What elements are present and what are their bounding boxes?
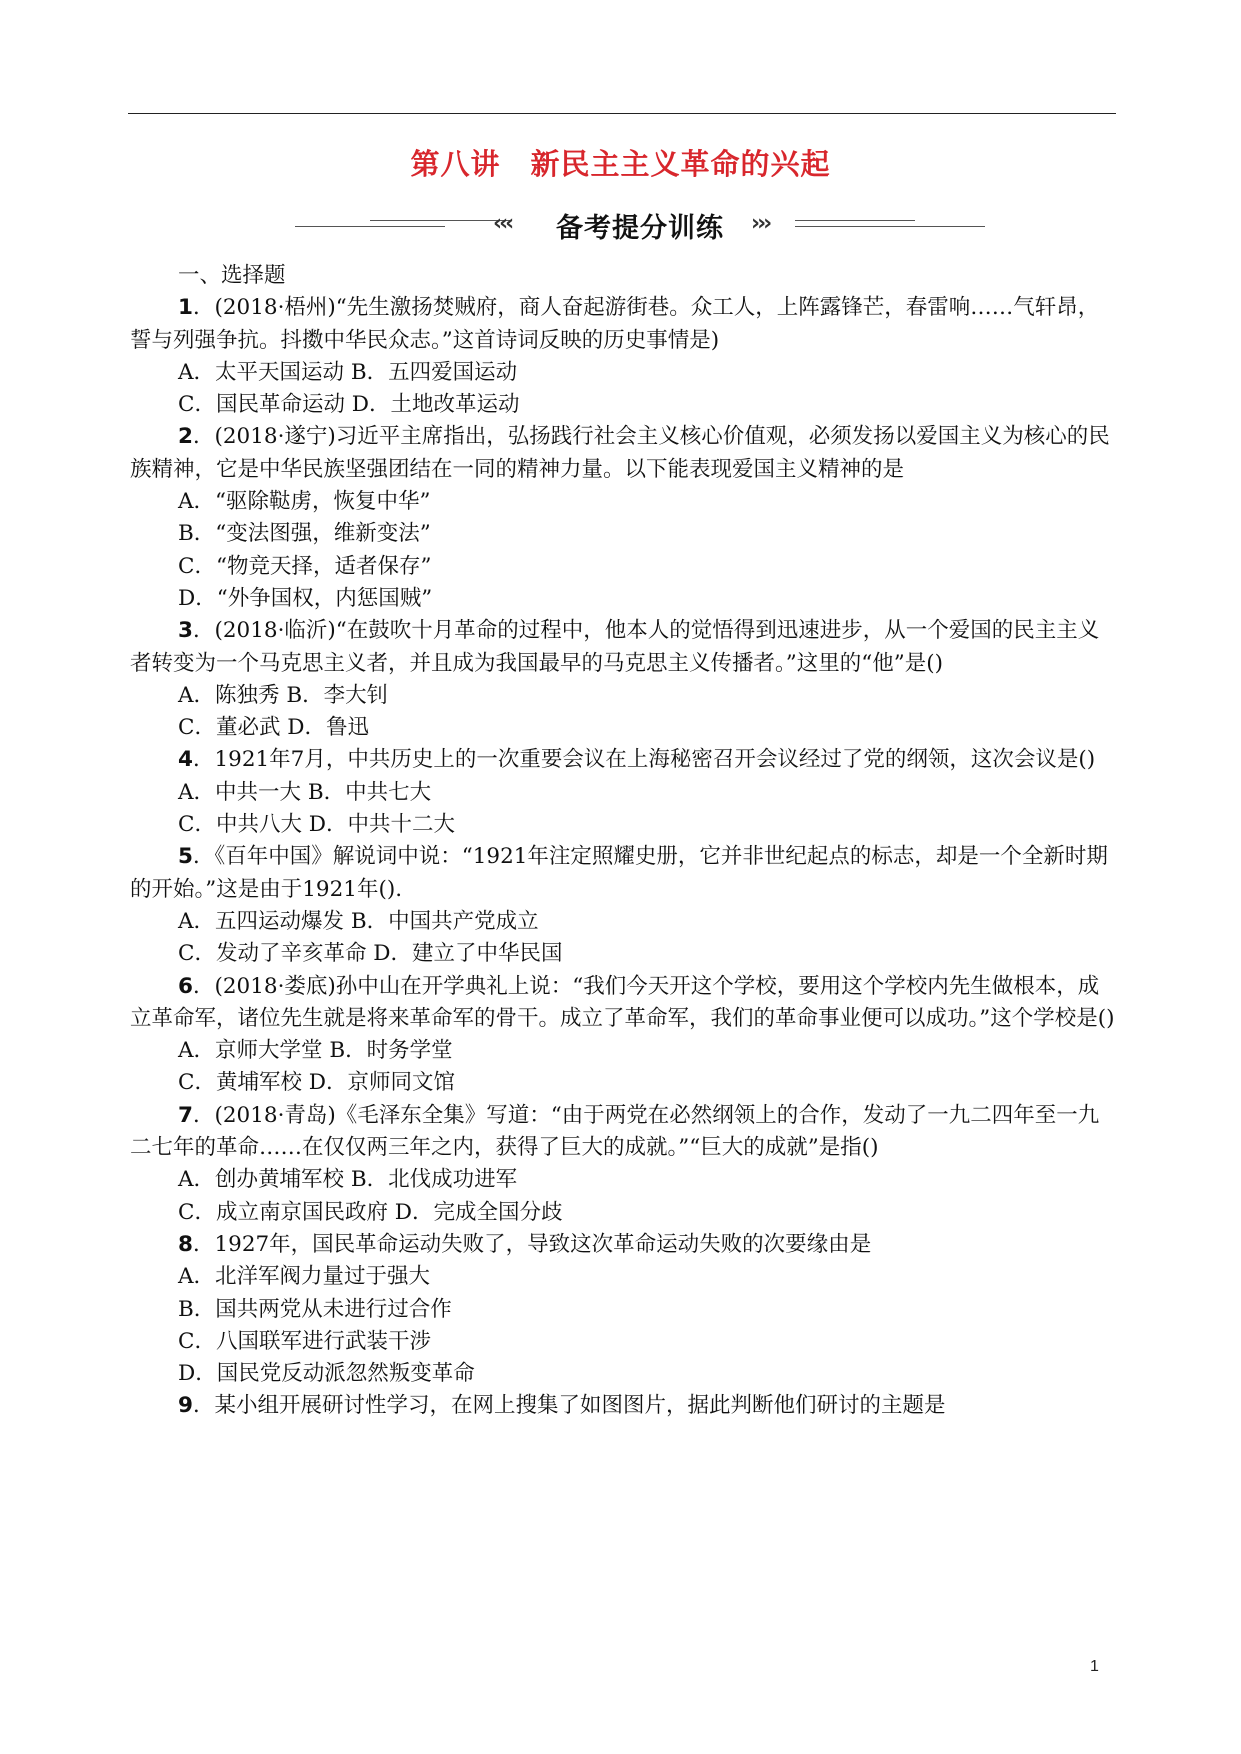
option-line: C．董必武 D．鲁迅 (178, 715, 370, 741)
option-line: B．“变法图强，维新变法” (178, 521, 431, 547)
question-stem: ．1927年，国民革命运动失败了，导致这次革命运动失败的次要缘由是 (192, 1231, 872, 1257)
question-number: 9 (178, 1393, 193, 1419)
option-line: A．北洋军阀力量过于强大 (178, 1264, 431, 1290)
option-line: A．五四运动爆发 B．中国共产党成立 (178, 908, 539, 934)
question-list (130, 260, 1120, 1423)
question-number: 3 (178, 618, 193, 644)
option-line: C．发动了辛亥革命 D．建立了中华民国 (178, 941, 563, 967)
question-number: 8 (178, 1231, 193, 1257)
question-4 (130, 744, 1120, 776)
question-stem: ．(2018·青岛)《毛泽东全集》写道：“由于两党在必然纲领上的合作，发动了一九二四年至一九二七年的革命……在仅仅两三年之内，获得了巨大的成就。”“巨大的成就”是指() (130, 1102, 1100, 1161)
question-8 (130, 1229, 1120, 1261)
question-number: 6 (178, 973, 193, 999)
option-line: A．太平天国运动 B．五四爱国运动 (178, 359, 518, 385)
option-line: C．国民革命运动 D．土地改革运动 (178, 392, 520, 418)
question-stem: ．(2018·梧州)“先生激扬焚贼府，商人奋起游街巷。众工人，上阵露锋芒，春雷响……气轩昂，誓与列强争抗。抖擞中华民众志。”这首诗词反映的历史事情是) (130, 295, 1100, 353)
question-stem: ．(2018·临沂)“在鼓吹十月革命的过程中，他本人的觉悟得到迅速进步，从一个爱国的民主主义者转变为一个马克思主义者，并且成为我国最早的马克思主义传播者。”这里的“他”是() (130, 618, 1100, 676)
page-number: 1 (1090, 1658, 1099, 1675)
option-line: C．“物竞天择，适者保存” (178, 553, 432, 579)
question-1 (130, 292, 1120, 357)
question-number: 7 (178, 1102, 193, 1128)
question-number: 5 (178, 844, 193, 870)
banner-right-rule (795, 226, 985, 227)
question-number: 4 (178, 747, 193, 773)
practice-banner (295, 206, 985, 246)
lesson-number: 第八讲 (410, 147, 501, 181)
option-line: A．京师大学堂 B．时务学堂 (178, 1038, 453, 1064)
option-line: A．创办黄埔军校 B．北伐成功进军 (178, 1167, 518, 1193)
question-6 (130, 971, 1120, 1036)
option-line: C．成立南京国民政府 D．完成全国分歧 (178, 1199, 563, 1225)
right-chevrons-icon: ››› (751, 211, 770, 236)
option-line: A．陈独秀 B．李大钊 (178, 682, 389, 708)
section-heading: 一、选择题 (178, 263, 286, 288)
left-chevrons-icon: ‹‹‹ (493, 211, 512, 236)
option-line: B．国共两党从未进行过合作 (178, 1296, 452, 1322)
question-number: 1 (178, 295, 193, 321)
question-stem: ．(2018·遂宁)习近平主席指出，弘扬践行社会主义核心价值观，必须发扬以爱国主义为核心的民族精神，它是中华民族坚强团结在一同的精神力量。以下能表现爱国主义精神的是 (130, 424, 1110, 482)
question-9 (130, 1390, 1120, 1422)
question-stem: ．某小组开展研讨性学习，在网上搜集了如图图片，据此判断他们研讨的主题是 (192, 1393, 946, 1419)
option-line: A．中共一大 B．中共七大 (178, 779, 432, 805)
question-2 (130, 421, 1120, 486)
question-number: 2 (178, 424, 193, 450)
header-rule (128, 113, 1116, 114)
question-stem: ．《百年中国》解说词中说：“1921年注定照耀史册，它并非世纪起点的标志，却是一个全新时期的开始。”这是由于1921年(). (130, 844, 1108, 902)
banner-right-rule-upper (795, 220, 915, 221)
lesson-name: 新民主主义革命的兴起 (530, 147, 831, 181)
question-stem: ．(2018·娄底)孙中山在开学典礼上说：“我们今天开这个学校，要用这个学校内先生做根本，成立革命军，诸位先生就是将来革命军的骨干。成立了革命军，我们的革命事业便可以成功。”这个学校是() (130, 973, 1115, 1031)
banner-label: 备考提分训练 (556, 213, 724, 244)
option-line: C．中共八大 D．中共十二大 (178, 812, 456, 838)
option-line: D．“外争国权，内惩国贼” (178, 585, 433, 611)
option-line: D．国民党反动派忽然叛变革命 (178, 1361, 475, 1387)
option-line: A．“驱除鞑虏，恢复中华” (178, 489, 431, 515)
question-7 (130, 1100, 1120, 1165)
banner-left-rule (295, 226, 445, 227)
lesson-title (0, 142, 1241, 183)
option-line: C．八国联军进行武装干涉 (178, 1328, 431, 1354)
option-line: C．黄埔军校 D．京师同文馆 (178, 1070, 456, 1096)
question-3 (130, 615, 1120, 680)
banner-left-rule-upper (370, 220, 510, 221)
question-stem: ．1921年7月，中共历史上的一次重要会议在上海秘密召开会议经过了党的纲领，这次会议是() (192, 747, 1096, 773)
question-5 (130, 841, 1120, 906)
